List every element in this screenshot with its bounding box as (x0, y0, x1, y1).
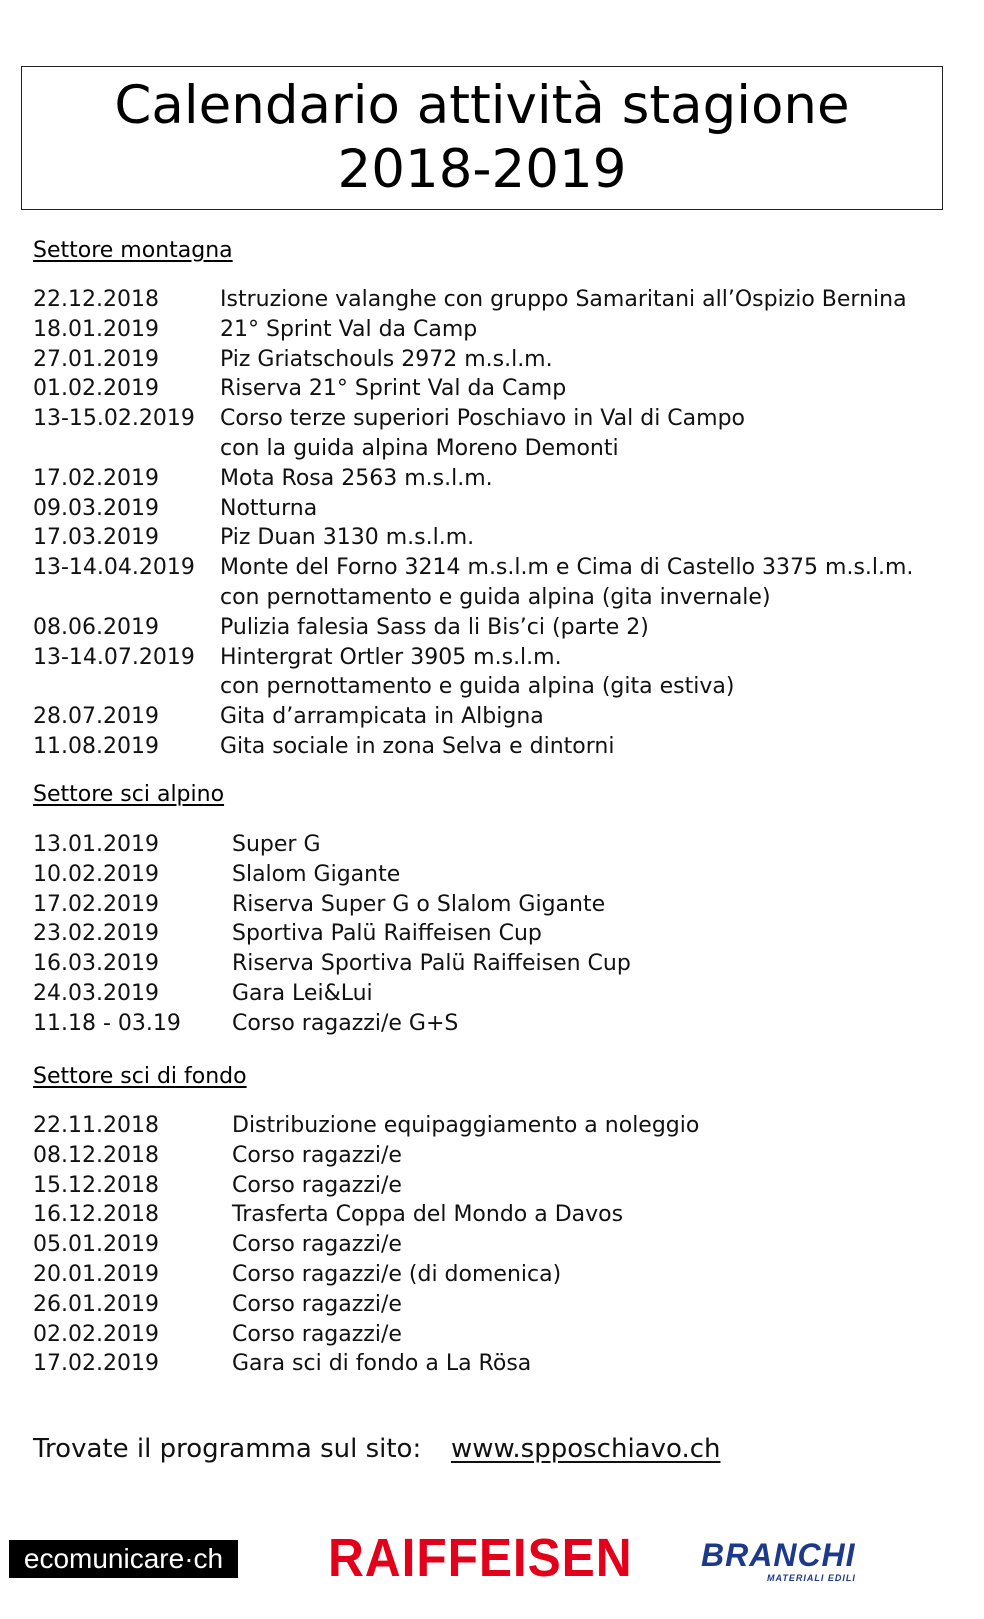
event-date: 17.02.2019 (33, 891, 159, 917)
event-description: Corso ragazzi/e (232, 1142, 402, 1168)
event-description: Monte del Forno 3214 m.s.l.m e Cima di Castello 3375 m.s.l.m. (220, 555, 914, 581)
event-description: Corso ragazzi/e (232, 1232, 402, 1258)
event-description: Hintergrat Ortler 3905 m.s.l.m. (220, 644, 562, 670)
event-date: 18.01.2019 (33, 316, 159, 342)
event-date: 02.02.2019 (33, 1321, 159, 1347)
event-date (33, 583, 220, 613)
event-description: Corso terze superiori Poschiavo in Val di Campo (220, 406, 745, 432)
website-link[interactable]: www.spposchiavo.ch (451, 1434, 721, 1464)
event-date: 24.03.2019 (33, 980, 159, 1006)
event-description: Corso ragazzi/e G+S (232, 1010, 459, 1036)
event-date: 17.02.2019 (33, 465, 159, 491)
event-date: 13-15.02.2019 (33, 406, 195, 432)
schedule-row (33, 553, 913, 583)
event-description: Notturna (220, 495, 318, 521)
event-description: Corso ragazzi/e (232, 1172, 402, 1198)
event-description: Sportiva Palü Raiffeisen Cup (232, 921, 542, 947)
event-description: con la guida alpina Moreno Demonti (220, 435, 619, 461)
page-title: Calendario attività stagione (114, 75, 850, 136)
section-sci-di-fondo-list (33, 1111, 699, 1379)
schedule-row (33, 1320, 699, 1350)
schedule-row (33, 860, 631, 890)
schedule-row (33, 1290, 699, 1320)
schedule-row (33, 890, 631, 920)
event-date: 20.01.2019 (33, 1261, 159, 1287)
schedule-row (33, 919, 631, 949)
event-date: 17.03.2019 (33, 525, 159, 551)
event-date: 28.07.2019 (33, 704, 159, 730)
event-description: Gita sociale in zona Selva e dintorni (220, 733, 615, 759)
event-date: 22.12.2018 (33, 287, 159, 312)
schedule-row (33, 494, 913, 524)
event-date: 16.12.2018 (33, 1202, 159, 1228)
event-date: 13.01.2019 (33, 832, 159, 857)
event-description: Riserva 21° Sprint Val da Camp (220, 376, 567, 402)
event-description: con pernottamento e guida alpina (gita invernale) (220, 584, 771, 610)
event-date: 15.12.2018 (33, 1172, 159, 1198)
footer-line (33, 1434, 721, 1464)
branchi-logo-subtitle: MATERIALI EDILI (767, 1573, 856, 1583)
event-description: Gita d’arrampicata in Albigna (220, 704, 544, 730)
event-date: 13-14.07.2019 (33, 644, 195, 670)
section-sci-alpino-list (33, 830, 631, 1039)
event-description: Piz Duan 3130 m.s.l.m. (220, 525, 475, 551)
schedule-row (33, 1171, 699, 1201)
event-description: Corso ragazzi/e (232, 1321, 402, 1347)
schedule-row (33, 702, 913, 732)
schedule-row (33, 613, 913, 643)
event-description: Riserva Super G o Slalom Gigante (232, 891, 606, 917)
footer-label: Trovate il programma sul sito: (33, 1434, 422, 1464)
schedule-row (33, 1111, 699, 1141)
event-date: 27.01.2019 (33, 346, 159, 372)
event-description: Piz Griatschouls 2972 m.s.l.m. (220, 346, 553, 372)
event-date: 05.01.2019 (33, 1232, 159, 1258)
schedule-row (33, 1349, 699, 1379)
schedule-row (33, 434, 913, 464)
event-description: Gara Lei&Lui (232, 980, 373, 1006)
event-description: Trasferta Coppa del Mondo a Davos (232, 1202, 624, 1228)
event-date: 17.02.2019 (33, 1351, 159, 1377)
event-description: Istruzione valanghe con gruppo Samaritani all’Ospizio Bernina (220, 287, 907, 312)
raiffeisen-logo: RAIFFEISEN (328, 1528, 633, 1588)
event-description: Corso ragazzi/e (232, 1291, 402, 1317)
schedule-row (33, 345, 913, 375)
schedule-row (33, 315, 913, 345)
event-date: 26.01.2019 (33, 1291, 159, 1317)
event-description: Mota Rosa 2563 m.s.l.m. (220, 465, 493, 491)
schedule-row (33, 949, 631, 979)
schedule-row (33, 404, 913, 434)
branchi-logo: BRANCHI (701, 1537, 856, 1573)
schedule-row (33, 374, 913, 404)
event-description: con pernottamento e guida alpina (gita estiva) (220, 674, 735, 700)
event-date (33, 434, 220, 464)
event-date: 22.11.2018 (33, 1113, 159, 1138)
event-date: 09.03.2019 (33, 495, 159, 521)
schedule-row (33, 1141, 699, 1171)
section-montagna-list (33, 285, 913, 762)
event-date: 23.02.2019 (33, 921, 159, 947)
event-description: Slalom Gigante (232, 861, 401, 887)
event-date: 08.12.2018 (33, 1142, 159, 1168)
event-date: 08.06.2019 (33, 614, 159, 640)
ecomunicare-logo-text: ecomunicare·ch (23, 1543, 224, 1574)
schedule-row (33, 830, 631, 860)
event-date (33, 672, 220, 702)
schedule-row (33, 1009, 631, 1039)
schedule-row (33, 1200, 699, 1230)
event-date: 11.18 - 03.19 (33, 1010, 181, 1036)
event-date: 01.02.2019 (33, 376, 159, 402)
schedule-row (33, 732, 913, 762)
event-description: Riserva Sportiva Palü Raiffeisen Cup (232, 951, 631, 977)
schedule-row (33, 583, 913, 613)
title-box (21, 66, 943, 210)
event-description: Gara sci di fondo a La Rösa (232, 1351, 532, 1377)
event-description: Distribuzione equipaggiamento a noleggio (232, 1113, 700, 1138)
section-heading-sci-alpino: Settore sci alpino (33, 782, 225, 807)
schedule-row (33, 672, 913, 702)
event-description: Pulizia falesia Sass da li Bis’ci (parte 2) (220, 614, 649, 640)
page-subtitle-season: 2018-2019 (337, 139, 627, 200)
schedule-row (33, 1260, 699, 1290)
schedule-row (33, 464, 913, 494)
event-date: 11.08.2019 (33, 733, 159, 759)
schedule-row (33, 643, 913, 673)
event-date: 10.02.2019 (33, 861, 159, 887)
schedule-row (33, 285, 913, 315)
schedule-row (33, 1230, 699, 1260)
section-heading-montagna: Settore montagna (33, 238, 233, 263)
event-date: 16.03.2019 (33, 951, 159, 977)
ecomunicare-logo (9, 1540, 238, 1578)
schedule-row (33, 979, 631, 1009)
event-description: Super G (232, 832, 321, 857)
schedule-row (33, 523, 913, 553)
section-heading-sci-di-fondo: Settore sci di fondo (33, 1064, 247, 1089)
event-description: 21° Sprint Val da Camp (220, 316, 478, 342)
event-date: 13-14.04.2019 (33, 555, 195, 581)
event-description: Corso ragazzi/e (di domenica) (232, 1261, 562, 1287)
